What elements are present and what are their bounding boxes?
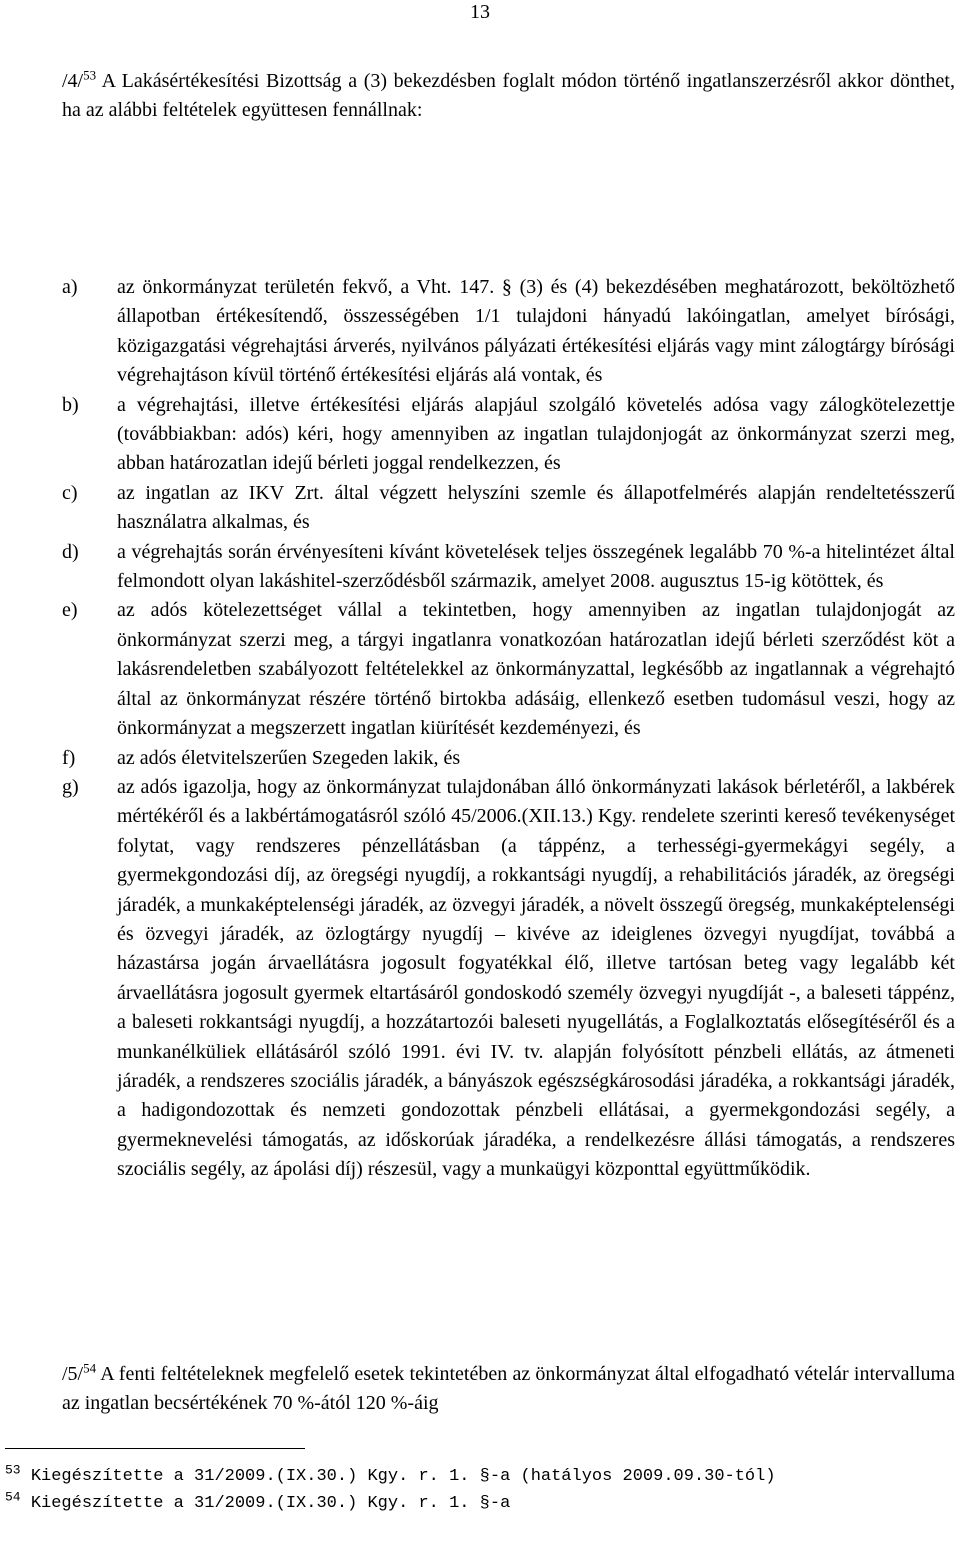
- list-item: [62, 596, 955, 743]
- list-item: [62, 744, 955, 773]
- footnote-ref: 53: [83, 67, 97, 83]
- item-text: a végrehajtás során érvényesíteni kívánt követelések teljes összegének legalább 70 %-a hitelintézet által felmondott olyan lakáshitel-szerződésből származik, amelyet 2008. augusztus 15-ig kötöttek, és: [117, 540, 955, 593]
- footnote: [5, 1463, 910, 1490]
- item-text: az önkormányzat területén fekvő, a Vht. 147. § (3) és (4) bekezdésében meghatározott, beköltözhető állapotban értékesítendő, összességében 1/1 tulajdoni hányadú lakóingatlan, amelyet bírósági, közigazgatási végrehajtási árverés, nyilvános pályázati értékesítési eljárás vagy mint zálogtárgy bírósági végrehajtáson kívül történő értékesítési eljárás alá vontak, és: [117, 276, 955, 387]
- item-letter: d): [62, 540, 79, 563]
- paragraph-label: /5/: [62, 1363, 84, 1385]
- footnote-number: 53: [5, 1462, 21, 1478]
- item-text: az adós életvitelszerűen Szegeden lakik, és: [117, 746, 461, 769]
- footnote: [5, 1490, 910, 1517]
- item-text: az adós igazolja, hogy az önkormányzat tulajdonában álló önkormányzati lakások bérletéről, a lakbérek mértékéről és a lakbértámogatásról szóló 45/2006.(XII.13.) Kgy. rendelete szerinti kereső tevékenységet folytat, vagy rendszeres pénzellátásban (a táppénz, a terhességi-gyermekágyi segély, a gyermekgondozási díj, az öregségi nyugdíj, a rokkantsági nyugdíj, a rehabilitációs járadék, az öregségi járadék, a munkaképtelenségi járadék, az özvegyi járadék, a növelt összegű öregség, munkaképtelenségi és özvegyi járadék, az özlogtárgy nyugdíj – kivéve az ideiglenes özvegyi nyugdíjat, továbbá a házastársa jogán árvaellátásra jogosult fogyatékkal élő, illetve tartósan beteg vagy legalább két árvaellátásra jogosult gyermek eltartásáról gondoskodó személy özvegyi nyugdíját -, a baleseti táppénz, a baleseti rokkantsági nyugdíj, a hozzátartozói baleseti nyugellátás, a Foglalkoztatás elősegítéséről és a munkanélküliek ellátásáról szóló 1991. évi IV. tv. alapján folyósított pénzbeli ellátás, az átmeneti járadék, a rendszeres szociális járadék, a bányászok egészségkárosodási járadéka, a rokkantsági járadék, a hadigondozottak és nemzeti gondozottak pénzbeli ellátásai, a gyermekgondozási segély, a gyermeknevelési támogatás, az időskorúak járadéka, a rendelkezésre állási támogatás, a rendszeres szociális segély, az ápolási díj) részesül, vagy a munkaügyi központtal együttműködik.: [117, 775, 955, 1181]
- footnote-number: 54: [5, 1489, 21, 1505]
- paragraph-4: [62, 67, 955, 126]
- paragraph-5: [62, 1360, 955, 1419]
- item-letter: a): [62, 276, 78, 298]
- item-text: az ingatlan az IKV Zrt. által végzett helyszíni szemle és állapotfelmérés alapján rendeltetésszerű használatra alkalmas, és: [117, 481, 955, 534]
- list-item: [62, 273, 955, 391]
- paragraph-text: A fenti feltételeknek megfelelő esetek tekintetében az önkormányzat által elfogadható vételár intervalluma az ingatlan becsértékének 70 %-ától 120 %-áig: [62, 1363, 955, 1415]
- item-letter: f): [62, 746, 76, 769]
- footnote-ref: 54: [83, 1360, 97, 1376]
- item-text: az adós kötelezettséget vállal a tekintetben, hogy amennyiben az ingatlan tulajdonjogát az önkormányzat szerzi meg, a tárgyi ingatlanra vonatkozóan határozatlan idejű bérleti szerződést köt a lakásrendeletben szabályozott feltételekkel az önkormányzattal, legkésőbb az ingatlannak a végrehajtó által az önkormányzat részére történő birtokba adásáig, ellenkező esetben tudomásul veszi, hogy az önkormányzat a megszerzett ingatlan kiürítését kezdeményezi, és: [117, 599, 955, 740]
- list-item: [62, 773, 955, 1185]
- list-item: [62, 538, 955, 597]
- list-item: [62, 479, 955, 538]
- item-letter: b): [62, 393, 79, 416]
- footnotes: [5, 1463, 910, 1517]
- item-letter: g): [62, 775, 79, 798]
- paragraph-intro: A Lakásértékesítési Bizottság a (3) bekezdésben foglalt módon történő ingatlanszerzésről akkor dönthet, ha az alábbi feltételek együttesen fennállnak:: [62, 70, 955, 122]
- item-letter: c): [62, 481, 78, 504]
- footnote-text: Kiegészítette a 31/2009.(IX.30.) Kgy. r. 1. §-a: [30, 1494, 511, 1513]
- page-number: 13: [470, 1, 490, 23]
- item-text: a végrehajtási, illetve értékesítési eljárás alapjául szolgáló követelés adósa vagy zálogkötelezettje (továbbiakban: adós) kéri, hogy amennyiben az ingatlan tulajdonjogát az önkormányzat szerzi meg, abban határozatlan idejű bérleti joggal rendelkezzen, és: [117, 393, 955, 475]
- list-item: [62, 391, 955, 479]
- paragraph-label: /4/: [62, 70, 84, 92]
- footnote-text: Kiegészítette a 31/2009.(IX.30.) Kgy. r. 1. §-a (hatályos 2009.09.30-tól): [30, 1467, 776, 1486]
- item-letter: e): [62, 599, 78, 622]
- footnote-separator: [5, 1448, 305, 1449]
- condition-list: [62, 273, 955, 1185]
